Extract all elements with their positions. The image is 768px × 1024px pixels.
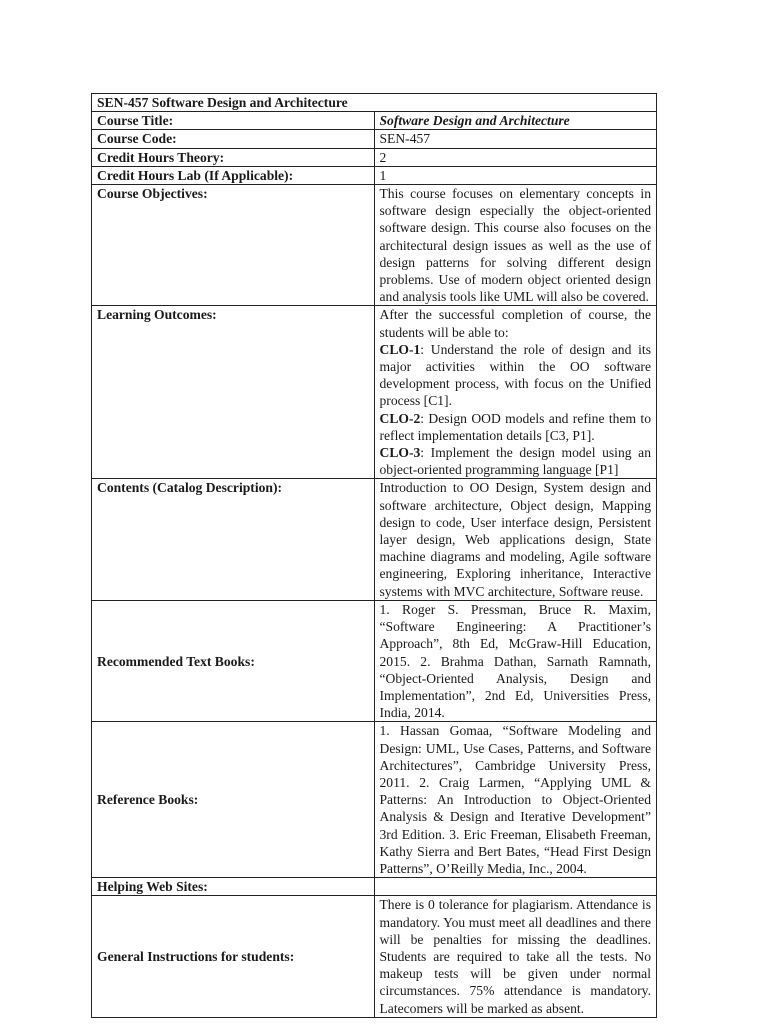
table-row [92, 306, 657, 479]
clo-text: : Design OOD models and refine them to reflect implementation details [C3, P1]. [379, 410, 651, 443]
course-title-value: Software Design and Architecture [374, 112, 657, 130]
table-row [92, 185, 657, 306]
table-row [92, 479, 657, 600]
table-row [92, 166, 657, 184]
clo-code: CLO-1 [379, 341, 421, 357]
credit-hours-lab-label: Credit Hours Lab (If Applicable): [92, 166, 375, 184]
reference-books-label: Reference Books: [92, 722, 375, 878]
credit-hours-theory-value: 2 [374, 148, 657, 166]
course-title-label: Course Title: [92, 112, 375, 130]
credit-hours-lab-value: 1 [374, 166, 657, 184]
clo-item [380, 341, 652, 410]
contents-value: Introduction to OO Design, System design and software architecture, Object design, Mapping design to code, User interface design, Persistent layer design, Web applications design, State machine diagrams and modeling, Agile software engineering, Exploring inheritance, Interactive systems with MVC architecture, Software reuse. [374, 479, 657, 600]
course-header: SEN-457 Software Design and Architecture [92, 94, 657, 112]
learning-outcomes-value [374, 306, 657, 479]
clo-code: CLO-3 [379, 445, 421, 461]
table-row [92, 600, 657, 721]
clo-item [380, 410, 652, 444]
clo-text: : Understand the role of design and its major activities within the OO software development process, with focus on the Unified process [C1]. [379, 341, 651, 409]
general-instructions-label: General Instructions for students: [92, 896, 375, 1017]
table-row [92, 130, 657, 148]
clo-text: : Implement the design model using an object-oriented programming language [P1] [379, 445, 651, 478]
course-objectives-value: This course focuses on elementary concepts in software design especially the object-oriented software design. This course also focuses on the architectural design issues as well as the use of design patterns for solving different design problems. Use of modern object oriented design and analysis tools like UML will also be covered. [374, 185, 657, 306]
course-code-label: Course Code: [92, 130, 375, 148]
table-row [92, 896, 657, 1017]
table-row [92, 112, 657, 130]
course-code-value: SEN-457 [374, 130, 657, 148]
table-row [92, 878, 657, 896]
course-outline-table [91, 93, 657, 1018]
helping-web-sites-value [374, 878, 657, 896]
helping-web-sites-label: Helping Web Sites: [92, 878, 375, 896]
course-outline-sheet [91, 93, 657, 1018]
course-objectives-label: Course Objectives: [92, 185, 375, 306]
clo-code: CLO-2 [379, 410, 421, 426]
table-header-row [92, 94, 657, 112]
contents-label: Contents (Catalog Description): [92, 479, 375, 600]
table-row [92, 148, 657, 166]
credit-hours-theory-label: Credit Hours Theory: [92, 148, 375, 166]
text-books-value: 1. Roger S. Pressman, Bruce R. Maxim, “Software Engineering: A Practitioner’s Approach”, 8th Ed, McGraw-Hill Education, 2015. 2. Brahma Dathan, Sarnath Ramnath, “Object-Oriented Analysis, Design and Implementation”, 2nd Ed, Universities Press, India, 2014. [374, 600, 657, 721]
learning-outcomes-intro: After the successful completion of course, the students will be able to: [379, 307, 651, 340]
learning-outcomes-label: Learning Outcomes: [92, 306, 375, 479]
table-row [92, 722, 657, 878]
general-instructions-value: There is 0 tolerance for plagiarism. Attendance is mandatory. You must meet all deadlines and there will be penalties for missing the deadlines. Students are required to take all the tests. No makeup tests will be given under normal circumstances. 75% attendance is mandatory. Latecomers will be marked as absent. [374, 896, 657, 1017]
text-books-label: Recommended Text Books: [92, 600, 375, 721]
reference-books-value: 1. Hassan Gomaa, “Software Modeling and Design: UML, Use Cases, Patterns, and Software Architectures”, Cambridge University Press, 2011. 2. Craig Larmen, “Applying UML & Patterns: An Introduction to Object-Oriented Analysis & Design and Iterative Development” 3rd Edition. 3. Eric Freeman, Elisabeth Freeman, Kathy Sierra and Bert Bates, “Head First Design Patterns”, O’Reilly Media, Inc., 2004. [374, 722, 657, 878]
clo-item [380, 444, 652, 478]
